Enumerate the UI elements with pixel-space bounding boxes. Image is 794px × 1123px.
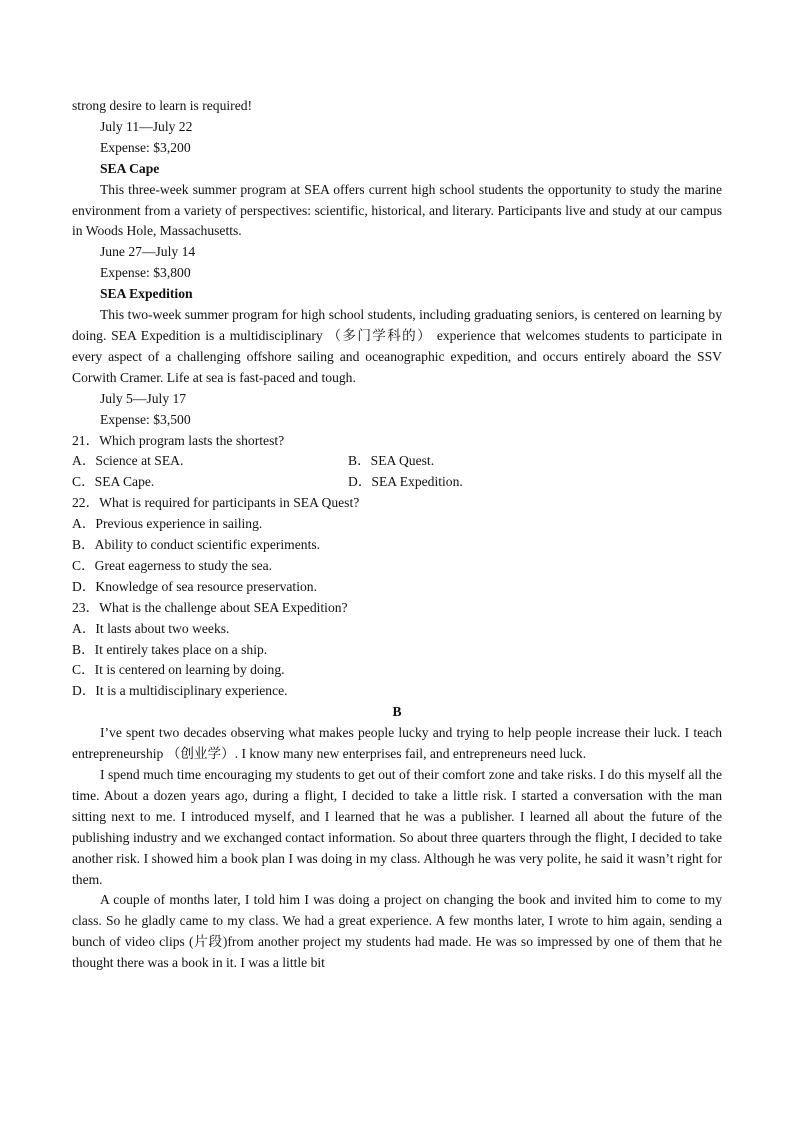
top-fragment: strong desire to learn is required! bbox=[72, 98, 253, 113]
question-21-option-a: A．Science at SEA. bbox=[72, 453, 184, 469]
question-23-option-c: C．It is centered on learning by doing. bbox=[72, 662, 285, 678]
cape-expense: Expense: $3,800 bbox=[100, 265, 191, 281]
question-21-option-c: C．SEA Cape. bbox=[72, 474, 155, 490]
question-22-option-b: B．Ability to conduct scientific experiments. bbox=[72, 537, 321, 553]
quest-dates: July 11—July 22 bbox=[100, 118, 193, 134]
cape-title: SEA Cape bbox=[100, 160, 160, 176]
expedition-dates: July 5—July 17 bbox=[100, 390, 187, 406]
expedition-title: SEA Expedition bbox=[100, 286, 193, 302]
question-22-option-a: A．Previous experience in sailing. bbox=[72, 516, 263, 532]
question-23-stem: 23．What is the challenge about SEA Expedition? bbox=[72, 599, 348, 615]
quest-expense: Expense: $3,200 bbox=[100, 139, 191, 155]
section-b-paragraph-2: I spend much time encouraging my students to get out of their comfort zone and take risks. I do this myself all the time. About a dozen years ago, during a flight, I decided to take a little risk. I started a conversation with the man sitting next to me. I introduced myself, and I learned that he was a publisher. I learned all about the future of the publishing industry and we exchanged contact information. So about three quarters through the flight, I decided to take another risk. I showed him a book plan I was doing in my class. Although he was very polite, he said it wasn’t right for them. bbox=[72, 767, 722, 887]
question-21-options bbox=[72, 451, 722, 493]
expedition-expense: Expense: $3,500 bbox=[100, 411, 191, 427]
question-23-option-d: D．It is a multidisciplinary experience. bbox=[72, 683, 288, 699]
cape-dates: June 27—July 14 bbox=[100, 244, 196, 260]
question-21-stem: 21．Which program lasts the shortest? bbox=[72, 432, 285, 448]
question-21-option-d: D．SEA Expedition. bbox=[348, 474, 463, 490]
question-22-option-c: C．Great eagerness to study the sea. bbox=[72, 557, 273, 573]
question-23-option-b: B．It entirely takes place on a ship. bbox=[72, 641, 268, 657]
question-23-option-a: A．It lasts about two weeks. bbox=[72, 620, 230, 636]
expedition-text: This two-week summer program for high school students, including graduating seniors, is centered on learning by doing. SEA Expedition is a multidisciplinary （多门学科的） experience that welcomes students to participate in every aspect of a challenging offshore sailing and oceanographic expedition, and occurs entirely aboard the SSV Corwith Cramer. Life at sea is fast-paced and tough. bbox=[72, 307, 722, 385]
question-22-option-d: D．Knowledge of sea resource preservation. bbox=[72, 578, 317, 594]
question-22-stem: 22．What is required for participants in SEA Quest? bbox=[72, 495, 360, 511]
cape-text: This three-week summer program at SEA offers current high school students the opportunity to study the marine environment from a variety of perspectives: scientific, historical, and literary. Participants live and study at our campus in Woods Hole, Massachusetts. bbox=[72, 181, 722, 239]
question-21-option-b: B．SEA Quest. bbox=[348, 453, 435, 469]
document-page bbox=[72, 96, 722, 974]
section-b-paragraph-1: I’ve spent two decades observing what makes people lucky and trying to help people increase their luck. I teach entrepreneurship （创业学）. I know many new enterprises fail, and entrepreneurs need luck. bbox=[72, 725, 722, 762]
section-b-label: B bbox=[392, 704, 402, 720]
section-b-paragraph-3: A couple of months later, I told him I was doing a project on changing the book and invited him to come to my class. So he gladly came to my class. We had a great experience. A few months later, I wrote to him again, sending a bunch of video clips (片段)from another project my students had made. He was so impressed by one of them that he thought there was a book in it. I was a little bit bbox=[72, 892, 722, 971]
